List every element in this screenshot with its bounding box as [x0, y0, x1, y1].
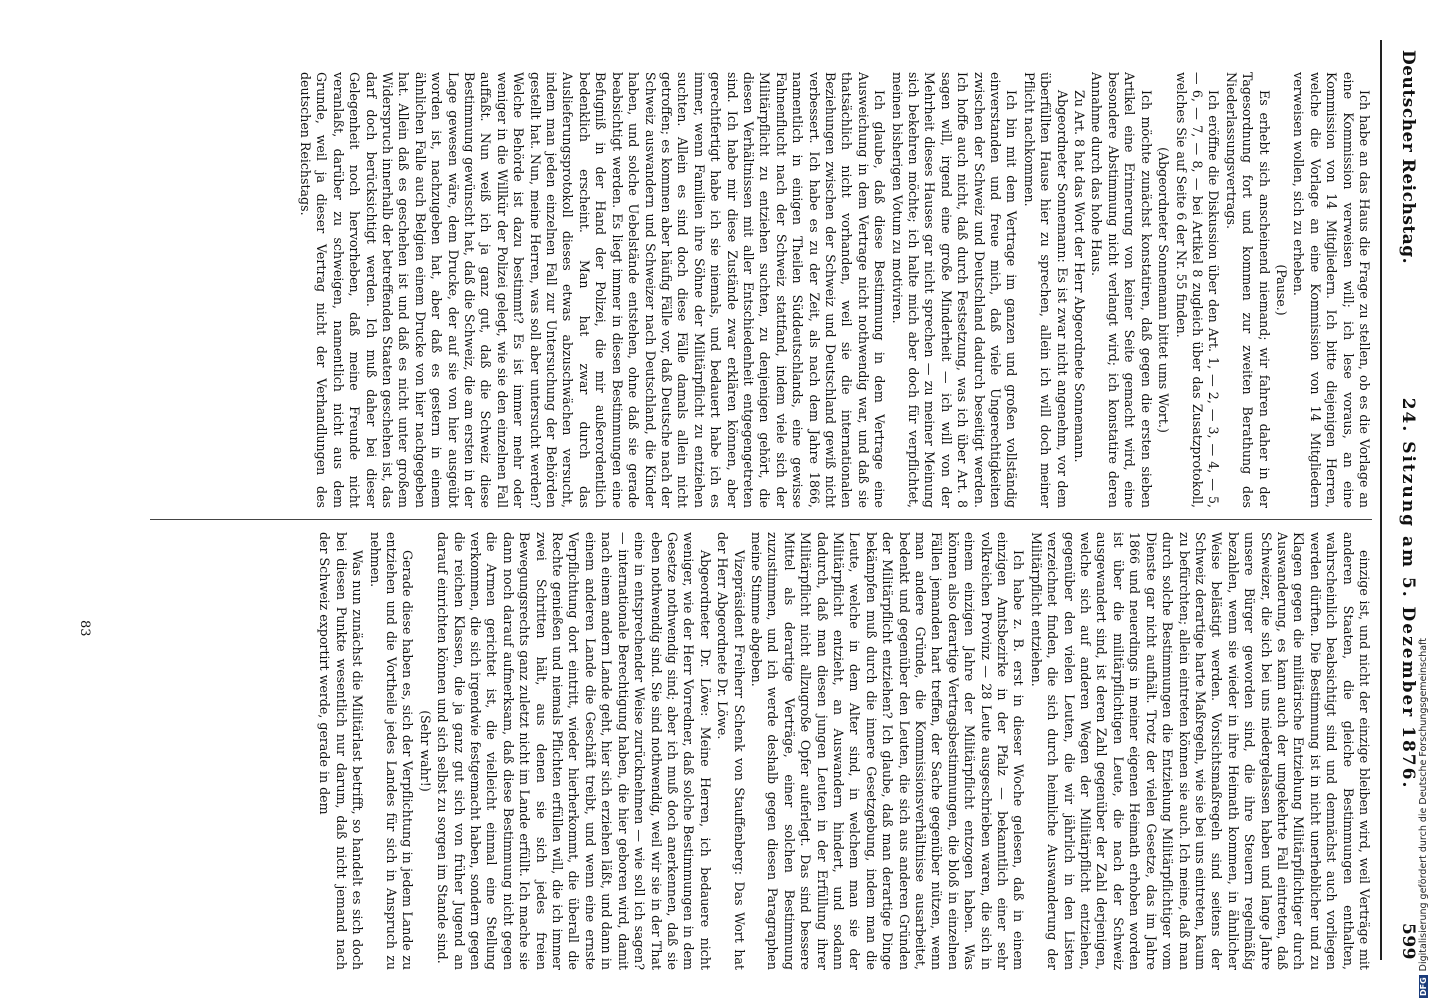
right-column	[150, 532, 1372, 970]
header-session: 24. Sitzung am 5. Dezember 1876.	[1398, 397, 1418, 790]
digitization-credit-text: Digitalisierung gefördert durch die Deutsche Forschungsgemeinschaft	[1418, 638, 1429, 972]
paragraph: Ich habe z. B. erst in dieser Woche gelesen, daß in einem einzigen Amtsbezirke in der Pfalz — bekanntlich einer sehr volkreichen Provinz — 28 Leute ausgeschrieben waren, die sich in einem einzigen Jahre der Militärpflicht entzogen haben. Was können also derartige Vertragsbestimmungen, die bloß in einzelnen Fällen jemanden hart treffen, der Sache gegenüber nützen, wenn man andere Gründe, die Kommissionsverhältnisse ausarbeitet, bedenkt und gegenüber den Leuten, die sich aus anderen Gründen der Militärpflicht entziehen? Ich glaube, daß man derartige Dinge bekämpfen muß durch die innere Gesetzgebung, indem man die Leute, welche in dem Alter sind, in welchem man sie der Militärpflicht entzieht, an Auswandern hindert, und sodann dadurch, daß man diesen jungen Leuten in der Erfüllung ihrer Militärpflicht nicht allzugroße Opfer auferlegt. Das sind bessere Mittel als derartige Verträge, einer solchen Bestimmung zuzustimmen, und ich werde deshalb gegen diesen Paragraphen meine Stimme abgeben.	[748, 532, 1027, 970]
dfg-logo-badge: DFG	[1419, 977, 1428, 996]
paragraph: Ich glaube, daß diese Bestimmung in dem Vertrage eine Ausweichung in dem Vertrage nicht nothwendig war, und daß sie thatsächlich nicht vorhanden, weil sie die internationalen Beziehungen zwischen der Schweiz und Deutschland gewiß nicht verbessert. Ich habe es zu der Zeit, als nach dem Jahre 1866, namentlich in einigen Theilen Süddeutschlands, eine gewisse Fahnenflucht nach der Schweiz stattfand, indem viele sich der Militärpflicht zu entziehen suchten, zu denjenigen gehört, die diesen Verhältnissen mit aller Entschiedenheit entgegengetreten sind. Ich habe mir diese Zustände zwar erklären können, aber gerechtfertigt habe ich sie niemals, und bedauert habe ich es immer, wenn Familien ihre Söhne der Militärpflicht zu entziehen suchten. Allein es sind doch diese Fälle damals allein nicht getroffen; es kommen aber häufig Fälle vor, daß Deutsche nach der Schweiz auswandern und Schweizer nach Deutschland, die Kinder haben, und solche Uebelstände entstehen, ohne daß sie gerade beabsichtigt werden. Es liegt immer in diesen Bestimmungen eine Befugniß in der Hand der Polizei, die mir außerordentlich bedenklich erscheint. Man hat zwar durch das Auslieferungsprotokoll dieses etwas abzuschwächen versucht, indem man jeden einzelnen Fall zur Untersuchung der Behörden gestellt hat. Nun, meine Herren, was soll aber untersucht werden? Welche Behörde ist dazu bestimmt? Es ist immer mehr oder weniger in die Willkür der Polizei gelegt, wie sie den einzelnen Fall auffaßt. Nun weiß ich ja ganz gut, daß die Schweiz diese Bestimmung gewünscht hat, daß die Schweiz, die am ersten in der Lage gewesen wäre, dem Drucke, der auf sie von hier ausgeübt worden ist, nachzugeben hat, aber daß es gestern in einem ähnlichen Falle auch Belgien einem Drucke von hier nachgegeben hat. Allein daß es geschehen ist und daß es nicht unter großem Widerspruch innerhalb der betreffenden Staaten geschehen ist, das darf doch berücksichtigt werden. Ich muß daher bei dieser Gelegenheit noch hervorheben, daß meine Freunde nicht veranlaßt, darüber zu schweigen, namentlich nicht aus dem Grunde, weil ja dieser Vertrag nicht der Verhandlungen des deutschen Reichstags.	[298, 72, 888, 508]
signature-mark: 83	[77, 620, 92, 637]
paragraph: (Abgeordneter Sonnemann bittet ums Wort.)	[1156, 147, 1172, 433]
header-rule	[1380, 40, 1382, 960]
paragraph: Es erhebt sich anscheinend niemand; wir fahren daher in der Tagesordnung fort und kommen zur zweiten Berathung des Niederlassungsvertrags.	[1223, 72, 1272, 508]
paragraph: Gerade diese haben es, sich der Verpflichtung in jedem Lande zu entziehen und die Vortheile jedes Landes für sich in Anspruch zu nehmen.	[367, 532, 416, 970]
paragraph: Abgeordneter Sonnemann: Es ist zwar nicht angenehm, vor dem überfüllten Hause hier zu sprechen, allein ich will doch meiner Pflicht nachkommen.	[1021, 72, 1070, 508]
page-number: 599	[1398, 923, 1418, 960]
paragraph: Ich bin mit dem Vertrage im ganzen und großen vollständig einverstanden und freue mich, daß viele Ungerechtigkeiten zwischen der Schweiz und Deutschland dadurch beseitigt werden. Ich hoffe auch nicht, daß durch Festsetzung, was ich über Art. 8 sagen will, irgend eine große Minderheit — ich will von der Mehrheit dieses Hauses gar nicht sprechen — zu meiner Meinung sich bekehren möchte; ich halte mich aber doch für verpflichtet, meinen bisherigen Votum zu motiviren.	[889, 72, 1020, 508]
page-header	[1384, 50, 1418, 960]
digitization-credit	[1418, 638, 1429, 998]
paragraph: (Pause.)	[1273, 264, 1289, 316]
paragraph: Ich möchte zunächst konstatiren, daß gegen die ersten sieben Artikel eine Erinnerung von keiner Seite gemacht wird, eine besondere Abstimmung nicht verlangt wird; ich konstatire deren Annahme durch das hohe Haus.	[1089, 72, 1154, 508]
left-column	[150, 72, 1372, 508]
paragraph: Was nun zunächst die Militärlast betrifft, so handelt es sich doch bei diesen Punkte wesentlich nur darum, daß nicht jemand nach der Schweiz exportirt werde, gerade in dem	[317, 532, 366, 970]
paragraph: Ich habe an das Haus die Frage zu stellen, ob es die Vorlage an eine Kommission verweisen will; ich lese voraus, an eine Kommission von 14 Mitgliedern. Ich bitte diejenigen Herren, welche die Vorlage an eine Kommission von 14 Mitgliedern verweisen wollen, sich zu erheben.	[1291, 72, 1372, 508]
header-left: Deutscher Reichstag.	[1398, 50, 1418, 265]
paragraph: einzige ist, und nicht der einzige bleiben wird, weil Verträge mit anderen Staaten, die gleiche Bestimmungen enthalten, wahrscheinlich beabsichtigt sind und demnächst auch vorliegen werden dürften. Die Bestimmung ist in nicht unerheblicher und zu Klagen gegen die militärische Entziehung Militärpflichtiger durch Auswanderung, es kann auch der umgekehrte Fall eintreten, daß Schweizer, die sich bei uns niedergelassen haben und lange Jahre unsere Bürger geworden sind, die ihre Steuern regelmäßig bezahlen, wenn sie wieder in ihre Heimath kommen, in ähnlicher Weise belästigt werden. Vorsichtsmaßregeln sind seitens der Schweiz derartige harte Maßregeln, wie sie bei uns eintreten, kaum zu befürchten; allein eintreten können sie auch. Ich meine, daß man durch solche Bestimmungen die Entziehung Militärpflichtiger vom Dienste gar nicht aufhält. Trotz der vielen Gesetze, das im Jahre 1866 und neuerdings in meiner eigenen Heimath erhoben worden ist über die militärpflichtigen Leute, die nach der Schweiz ausgewandert sind, ist deren Zahl gegenüber der Zahl derjenigen, welche sich auf anderen Wegen der Militärpflicht entziehen, gegenüber den vielen Leuten, die wir jährlich in den Listen verzeichnet finden, die sich durch heimliche Auswanderung der Militärpflicht entziehen.	[1028, 532, 1372, 970]
column-divider	[150, 519, 1372, 520]
paragraph: (Sehr wahr!)	[417, 710, 433, 792]
paragraph: Zu Art. 8 hat das Wort der Herr Abgeordnete Sonnemann.	[1072, 90, 1088, 463]
paragraph: Vizepräsident Freiherr Schenk von Stauffenberg: Das Wort hat der Herr Abgeordnete Dr. Löwe.	[715, 532, 747, 970]
paragraph: Ich eröffne die Diskussion über den Art. 1, — 2, — 3, — 4, — 5, — 6, — 7, — 8, — bei Artikel 8 zugleich über das Zusatzprotokoll, welches Sie auf Seite 6 der Nr. 55 finden.	[1173, 72, 1222, 508]
paragraph: Abgeordneter Dr. Löwe: Meine Herren, ich bedauere nicht weniger, wie der Herr Vorredner, daß solche Bestimmungen in dem Gesetze nothwendig sind; aber ich muß doch anerkennen, daß sie eben nothwendig sind. Sie sind nothwendig, weil wir sie in der That eine in entsprechender Weise zurücknehmen — wie soll ich sagen? — internationale Berechtigung haben, die hier geboren wird, damit nach einem andern Lande geht, hier sich erziehen läßt, und dann in einem anderen Lande die Geschäft treibt, und wenn eine ernste Verpflichtung dort eintritt, wieder hierherkommt, die überall die Rechte genießen und niemals Pflichten erfüllen will, die ich immer zwei Schritten hält, aus denen sie sich jedes freien Bewegungsrechts ganz zuletzt nicht im Lande erfüllt. Ich mache sie dann noch darauf aufmerksam, daß diese Bestimmung nicht gegen die Armen gerichtet ist, die vielleicht einmal eine Stellung verkommen, die sich irgendwie festgemacht haben, sondern gegen die reichen Klassen, die ja ganz gut sich von früher Jugend an darauf einrichten können und sich selbst zu sorgen im Stande sind.	[435, 532, 713, 970]
